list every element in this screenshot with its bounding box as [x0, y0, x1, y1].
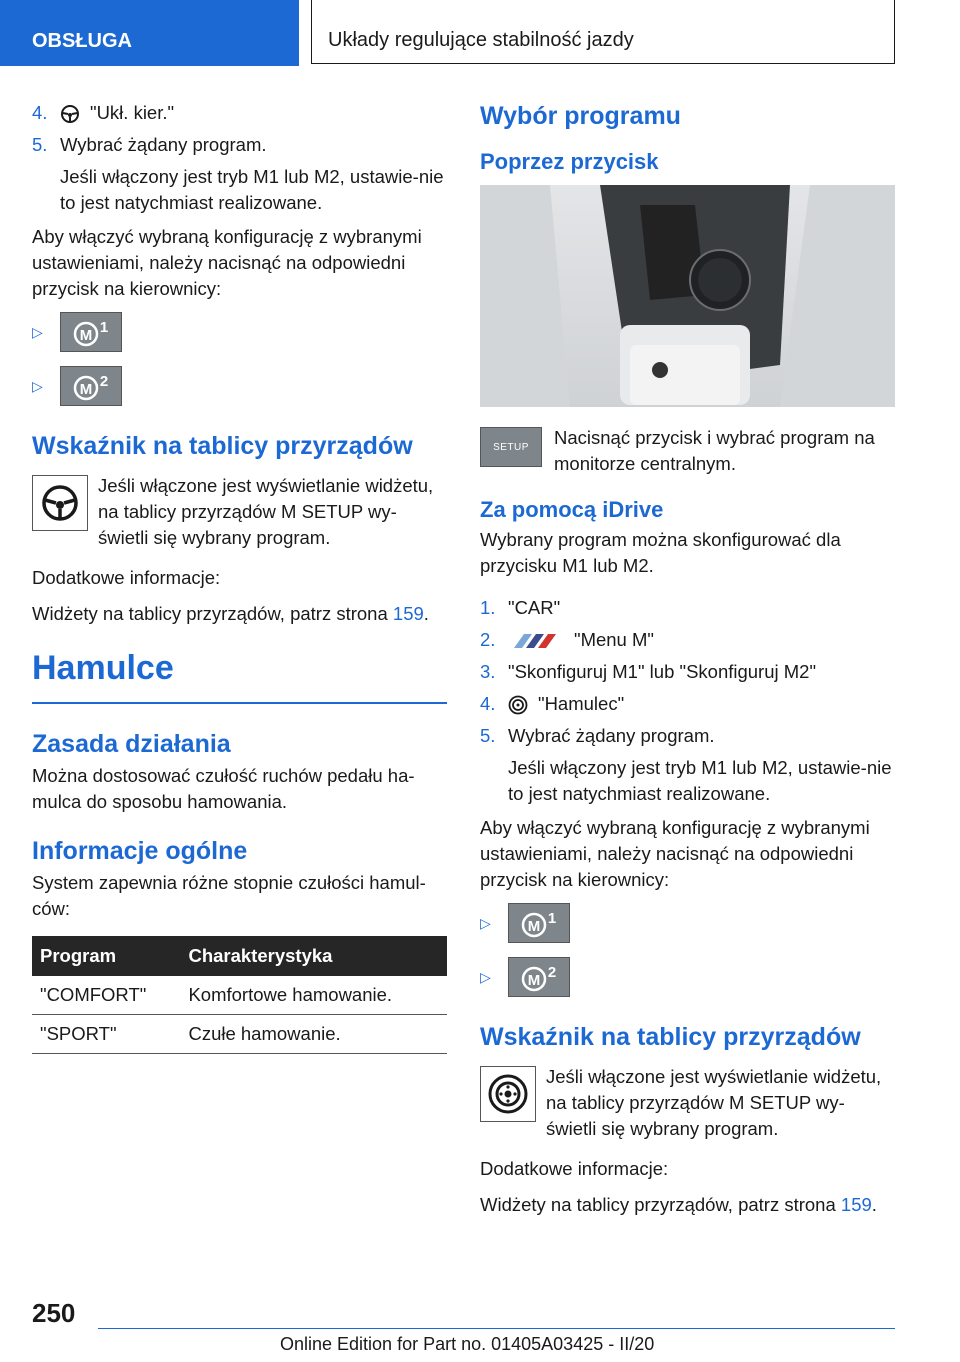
display-info-row	[32, 473, 447, 551]
left-column	[32, 100, 447, 1054]
more-info-text: Widżety na tablicy przyrządów, patrz strona	[32, 603, 388, 624]
more-info-label: Dodatkowe informacje:	[32, 567, 221, 588]
activate-instruction: Aby włączyć wybraną konfigurację z wybranymi ustawieniami, należy nacisnąć na odpowiedni przycisk na kierownicy:	[32, 226, 422, 299]
principle-heading: Zasada działania	[32, 730, 231, 758]
setup-button-icon: SETUP	[480, 427, 542, 467]
display-heading: Wskaźnik na tablicy przyrządów	[480, 1023, 861, 1051]
step-number: 3.	[480, 661, 496, 682]
step-5-note: Jeśli włączony jest tryb M1 lub M2, ustawie-nie to jest natychmiast realizowane.	[60, 166, 444, 213]
more-info-reference: Widżety na tablicy przyrządów, patrz strona 159.	[480, 1194, 877, 1215]
svg-text:M: M	[79, 327, 93, 344]
right-column	[480, 100, 895, 1228]
step-5-select	[32, 132, 447, 158]
step-5-note: Jeśli włączony jest tryb M1 lub M2, ustawie-nie to jest natychmiast realizowane.	[508, 757, 892, 804]
steering-wheel-icon	[60, 104, 80, 124]
display-heading: Wskaźnik na tablicy przyrządów	[32, 432, 413, 460]
step-number: 4.	[32, 102, 48, 123]
table-cell: Czułe hamowanie.	[180, 1015, 447, 1054]
setup-button-row	[480, 425, 895, 477]
m2-bullet	[480, 957, 895, 997]
page-header	[0, 0, 960, 66]
display-text: Jeśli włączone jest wyświetlanie widżetu, na tablicy przyrządów M SETUP wy-świetli się wybrany program.	[546, 1066, 882, 1139]
step-text: "Hamulec"	[538, 693, 625, 714]
footer-divider	[98, 1328, 895, 1329]
triangle-bullet-icon: ▷	[480, 914, 491, 931]
table-header: Program	[32, 936, 180, 976]
idrive-heading: Za pomocą iDrive	[480, 497, 664, 522]
steering-wheel-display-icon	[32, 475, 88, 531]
idrive-step-3	[480, 659, 895, 685]
table-header: Charakterystyka	[180, 936, 447, 976]
step-number: 1.	[480, 597, 496, 618]
table-row	[32, 976, 447, 1015]
idrive-step-5	[480, 723, 895, 749]
m1-button-icon	[60, 312, 122, 352]
m2-button-icon	[508, 957, 570, 997]
activate-instruction: Aby włączyć wybraną konfigurację z wybranymi ustawieniami, należy nacisnąć na odpowiedni przycisk na kierownicy:	[480, 817, 870, 890]
m2-button-icon	[60, 366, 122, 406]
svg-text:2: 2	[99, 373, 109, 390]
table-cell: Komfortowe hamowanie.	[180, 976, 447, 1015]
principle-text: Można dostosować czułość ruchów pedału ha-mulca do sposobu hamowania.	[32, 765, 415, 812]
general-heading: Informacje ogólne	[32, 837, 248, 865]
step-text: "Menu M"	[574, 629, 654, 650]
button-heading: Poprzez przycisk	[480, 149, 659, 174]
m1-button-icon	[508, 903, 570, 943]
svg-text:1: 1	[547, 910, 557, 927]
svg-text:2: 2	[547, 964, 557, 981]
more-info-label: Dodatkowe informacje:	[480, 1158, 669, 1179]
idrive-step-4	[480, 691, 895, 717]
svg-text:M: M	[79, 381, 93, 398]
step-text: Wybrać żądany program.	[508, 725, 715, 746]
edition-text: Online Edition for Part no. 01405A03425 - II/20	[280, 1334, 655, 1354]
step-4-steering	[32, 100, 447, 126]
m-stripes-icon	[508, 632, 564, 650]
display-text: Jeśli włączone jest wyświetlanie widżetu, na tablicy przyrządów M SETUP wy-świetli się wybrany program.	[98, 475, 434, 548]
page-number: 250	[32, 1298, 76, 1328]
m1-bullet	[480, 903, 895, 943]
triangle-bullet-icon: ▷	[480, 968, 491, 985]
page-link[interactable]: 159	[392, 603, 424, 624]
triangle-bullet-icon: ▷	[32, 323, 43, 340]
step-text: "Skonfiguruj M1" lub "Skonfiguruj M2"	[508, 661, 817, 682]
table-cell: "SPORT"	[32, 1015, 180, 1054]
table-header-row	[32, 936, 447, 976]
select-heading: Wybór programu	[480, 102, 681, 130]
more-info-text: Widżety na tablicy przyrządów, patrz strona	[480, 1194, 836, 1215]
setup-text: Nacisnąć przycisk i wybrać program na monitorze centralnym.	[554, 427, 875, 474]
idrive-text: Wybrany program można skonfigurować dla przycisku M1 lub M2.	[480, 529, 841, 576]
m1-bullet	[32, 312, 447, 352]
brake-program-table	[32, 936, 447, 1054]
step-text: Wybrać żądany program.	[60, 134, 267, 155]
step-text: "CAR"	[508, 597, 561, 618]
step-number: 5.	[32, 134, 48, 155]
step-number: 4.	[480, 693, 496, 714]
triangle-bullet-icon: ▷	[32, 377, 43, 394]
idrive-step-1	[480, 595, 895, 621]
page-link[interactable]: 159	[840, 1194, 872, 1215]
table-cell: "COMFORT"	[32, 976, 180, 1015]
table-row	[32, 1015, 447, 1054]
m2-bullet	[32, 366, 447, 406]
svg-text:1: 1	[99, 319, 109, 336]
chapter-heading: Hamulce	[32, 649, 447, 704]
brake-disc-icon	[508, 695, 528, 715]
display-info-row	[480, 1064, 895, 1142]
step-number: 5.	[480, 725, 496, 746]
center-console-photo	[480, 185, 895, 407]
more-info-reference: Widżety na tablicy przyrządów, patrz strona 159.	[32, 603, 429, 624]
svg-text:M: M	[527, 918, 541, 935]
step-number: 2.	[480, 629, 496, 650]
section-tab: OBSŁUGA	[0, 0, 299, 66]
step-text: "Ukł. kier."	[90, 102, 175, 123]
svg-text:M: M	[527, 972, 541, 989]
chapter-title: Układy regulujące stabilność jazdy	[311, 0, 895, 64]
idrive-step-2	[480, 627, 895, 653]
brake-display-icon	[480, 1066, 536, 1122]
general-text: System zapewnia różne stopnie czułości hamul-ców:	[32, 872, 426, 919]
